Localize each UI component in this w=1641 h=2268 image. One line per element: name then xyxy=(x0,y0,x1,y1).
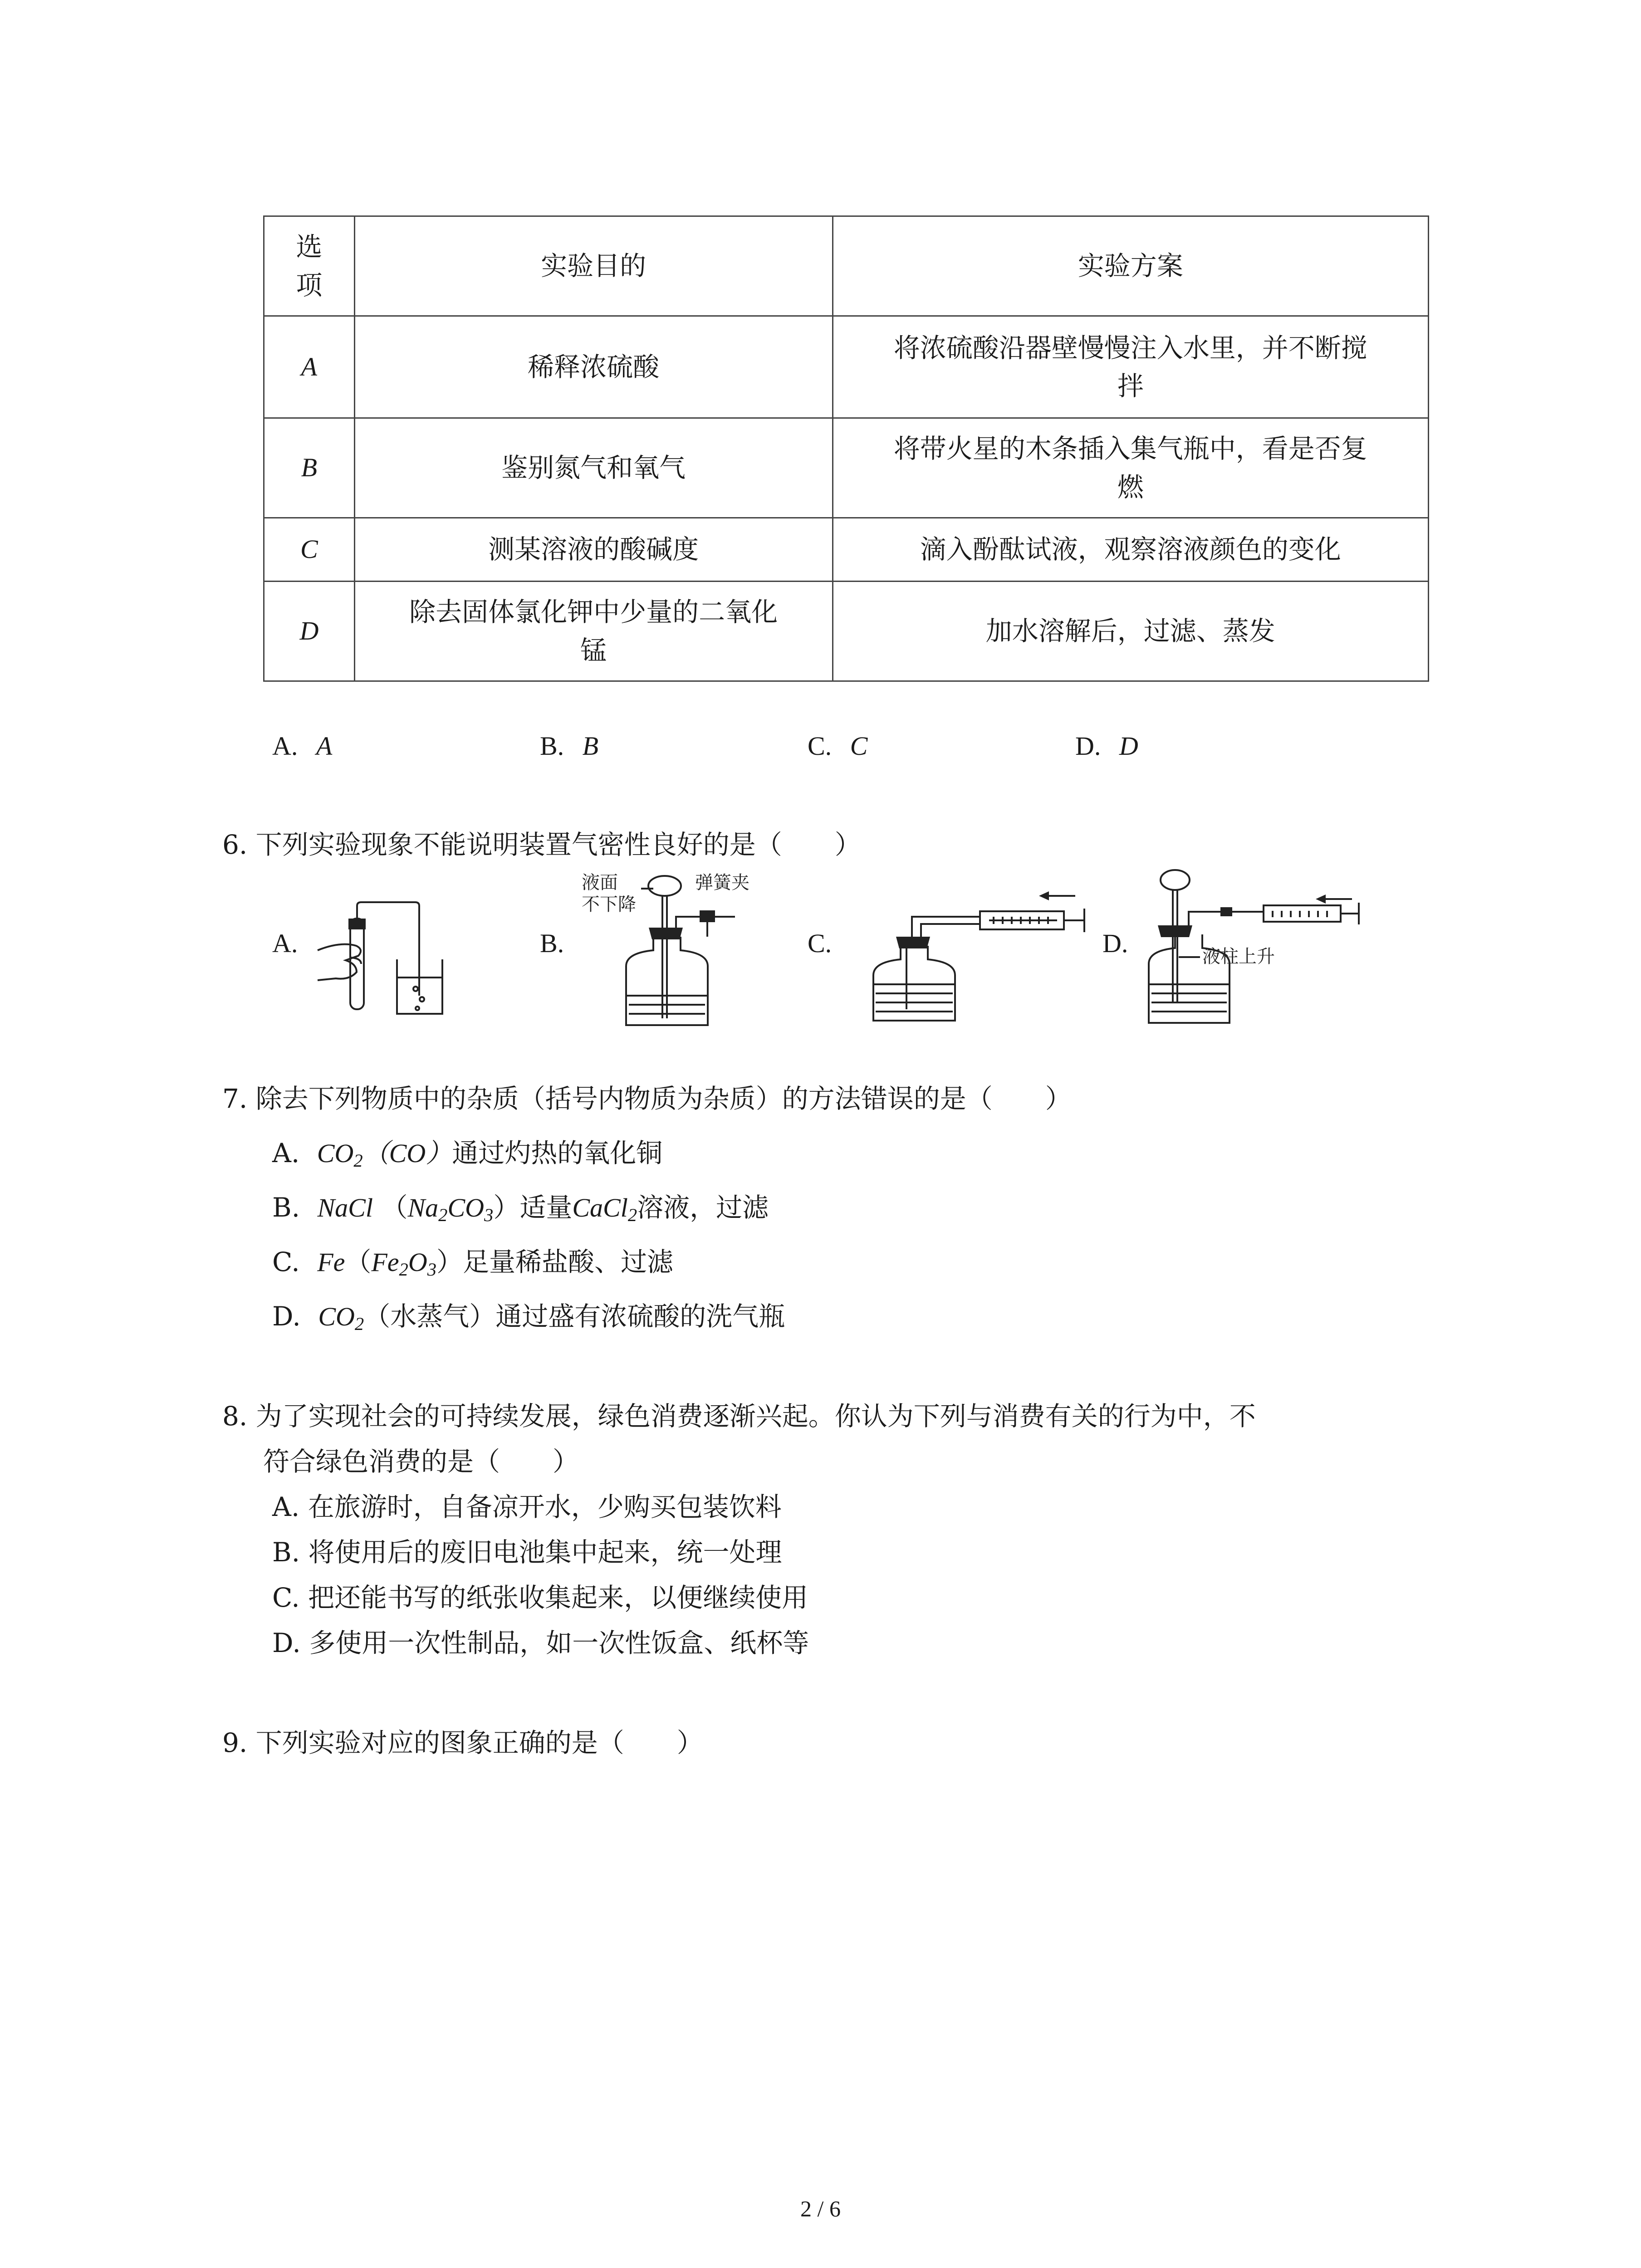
option-text: 溶液，过滤 xyxy=(637,1192,769,1223)
q8-option-b[interactable]: B. 将使用后的废旧电池集中起来，统一处理 xyxy=(272,1537,782,1568)
option-text: 适量 xyxy=(519,1192,573,1223)
row-plan: 加水溶解后，过滤、蒸发 xyxy=(833,582,1428,681)
choice-label: A. xyxy=(272,929,298,958)
option-text: 足量稀盐酸、过滤 xyxy=(463,1246,674,1277)
formula: NaCl xyxy=(317,1193,373,1222)
header-plan: 实验方案 xyxy=(833,216,1428,316)
arrow-left-icon xyxy=(1039,891,1049,900)
syringe-plunger xyxy=(1341,903,1359,924)
option-text: 通过灼热的氧化铜 xyxy=(452,1138,663,1168)
tube-joint xyxy=(1220,907,1232,916)
choice-label: D. xyxy=(1075,731,1101,761)
syringe-ticks xyxy=(994,917,1048,924)
formula: $CO_2$ xyxy=(317,1139,363,1171)
reagent-formula: CaCl$_2$ xyxy=(572,1193,637,1226)
connecting-tube xyxy=(912,917,980,939)
row-option: A xyxy=(264,316,355,418)
row-purpose: 测某溶液的酸碱度 xyxy=(354,518,833,582)
funnel-bulb xyxy=(648,876,681,896)
q5-choice-d[interactable] xyxy=(1075,730,1138,761)
q6-figure-b xyxy=(581,869,771,1032)
choice-label: D. xyxy=(1102,929,1128,958)
q8-option-c[interactable]: C. 把还能书写的纸张收集起来，以便继续使用 xyxy=(272,1582,808,1613)
choice-value: D xyxy=(1119,731,1138,761)
choice-value: A xyxy=(316,731,333,761)
table-header-row xyxy=(264,216,1429,316)
q5-table xyxy=(263,215,1429,682)
choice-label: B. xyxy=(540,929,564,958)
page-number: 2 / 6 xyxy=(800,2196,841,2221)
table-row xyxy=(264,418,1429,518)
option-label: A. xyxy=(272,1138,300,1168)
q7-option-c[interactable]: C. $Fe(Fe_2O_3)$足量稀盐酸、过滤 xyxy=(272,1246,674,1280)
q6-figure-c xyxy=(867,873,1098,1027)
bubble xyxy=(416,1007,419,1010)
option-label: B. xyxy=(272,1192,300,1223)
bubble xyxy=(413,987,418,991)
row-option: B xyxy=(264,418,355,518)
q5-choice-c[interactable] xyxy=(808,730,867,761)
choice-value: B xyxy=(582,731,599,761)
row-plan: 将带火星的木条插入集气瓶中，看是否复 燃 xyxy=(833,418,1428,518)
q6-choice-b[interactable] xyxy=(540,928,564,958)
row-option: C xyxy=(264,518,355,582)
q7-stem: 7. 除去下列物质中的杂质（括号内物质为杂质）的方法错误的是（ ） xyxy=(222,1083,1072,1114)
row-purpose: 稀释浓硫酸 xyxy=(354,316,833,418)
q6-choice-c[interactable] xyxy=(808,928,832,958)
label-spring-clamp: 弹簧夹 xyxy=(695,873,749,893)
q5-choice-b[interactable] xyxy=(540,730,598,761)
option-text: （水蒸气）通过盛有浓硫酸的洗气瓶 xyxy=(364,1301,785,1332)
table-row xyxy=(264,518,1429,582)
q6-choice-a[interactable] xyxy=(272,928,298,958)
option-label: C. xyxy=(272,1246,300,1277)
label-liquid-surface: 液面 xyxy=(582,873,618,893)
row-purpose: 除去固体氯化钾中少量的二氧化 锰 xyxy=(354,582,833,681)
syringe-plunger xyxy=(1064,909,1084,932)
row-plan: 将浓硫酸沿器壁慢慢注入水里，并不断搅 拌 xyxy=(833,316,1428,418)
impurity-formula: $Fe_2O_3$ xyxy=(371,1247,437,1280)
table-row xyxy=(264,582,1429,681)
q6-figure-d xyxy=(1148,866,1366,1034)
formula: Fe xyxy=(317,1247,345,1277)
q6-choice-d[interactable] xyxy=(1102,928,1128,958)
row-purpose: 鉴别氮气和氧气 xyxy=(354,418,833,518)
option-label: D. xyxy=(272,1301,301,1332)
row-plan: 滴入酚酞试液，观察溶液颜色的变化 xyxy=(833,518,1428,582)
q8-option-a[interactable]: A. 在旅游时，自备凉开水，少购买包装饮料 xyxy=(272,1491,782,1522)
delivery-tube xyxy=(357,902,419,996)
choice-label: C. xyxy=(808,731,832,761)
funnel-bulb xyxy=(1161,870,1190,890)
syringe-ticks xyxy=(1273,911,1327,917)
choice-value: C xyxy=(850,731,868,761)
q8-stem-line2: 符合绿色消费的是（ ） xyxy=(263,1446,579,1477)
bottle xyxy=(873,946,955,1021)
header-purpose: 实验目的 xyxy=(354,216,833,316)
bubble xyxy=(420,997,424,1002)
liquid-lines xyxy=(1150,984,1229,1012)
q7-option-b[interactable]: B. NaCl $(Na_2CO_3)$适量CaCl$_2$溶液，过滤 xyxy=(272,1192,769,1226)
choice-label: C. xyxy=(808,929,832,958)
label-liquid-column-rise: 液柱上升 xyxy=(1202,947,1275,967)
header-option: 选 项 xyxy=(264,216,355,316)
q6-stem: 6. 下列实验现象不能说明装置气密性良好的是（ ） xyxy=(222,829,861,860)
impurity: （CO） xyxy=(362,1139,452,1168)
spring-clamp-icon xyxy=(700,910,715,922)
hand-icon xyxy=(318,944,361,980)
syringe-barrel xyxy=(1264,905,1341,922)
table-row xyxy=(264,316,1429,418)
q7-option-a[interactable] xyxy=(272,1136,662,1170)
q8-stem-line1: 8. 为了实现社会的可持续发展，绿色消费逐渐兴起。你认为下列与消费有关的行为中，不 xyxy=(222,1401,1256,1432)
q7-option-d[interactable] xyxy=(272,1300,785,1334)
q5-choice-a[interactable] xyxy=(272,730,332,761)
liquid-lines xyxy=(874,984,954,1012)
funnel-stem xyxy=(662,896,667,1018)
stopper xyxy=(348,919,366,929)
formula: $CO_2$ xyxy=(318,1302,364,1334)
q9-stem: 9. 下列实验对应的图象正确的是（ ） xyxy=(222,1727,703,1758)
choice-label: B. xyxy=(540,731,564,761)
label-not-drop: 不下降 xyxy=(582,894,636,914)
choice-label: A. xyxy=(272,731,298,761)
q8-option-d[interactable]: D. 多使用一次性制品，如一次性饭盒、纸杯等 xyxy=(272,1628,809,1658)
row-option: D xyxy=(264,582,355,681)
q6-figure-a xyxy=(313,900,449,1023)
impurity-formula: $Na_2CO_3$ xyxy=(407,1193,494,1226)
arrow-left-icon xyxy=(1316,894,1326,904)
